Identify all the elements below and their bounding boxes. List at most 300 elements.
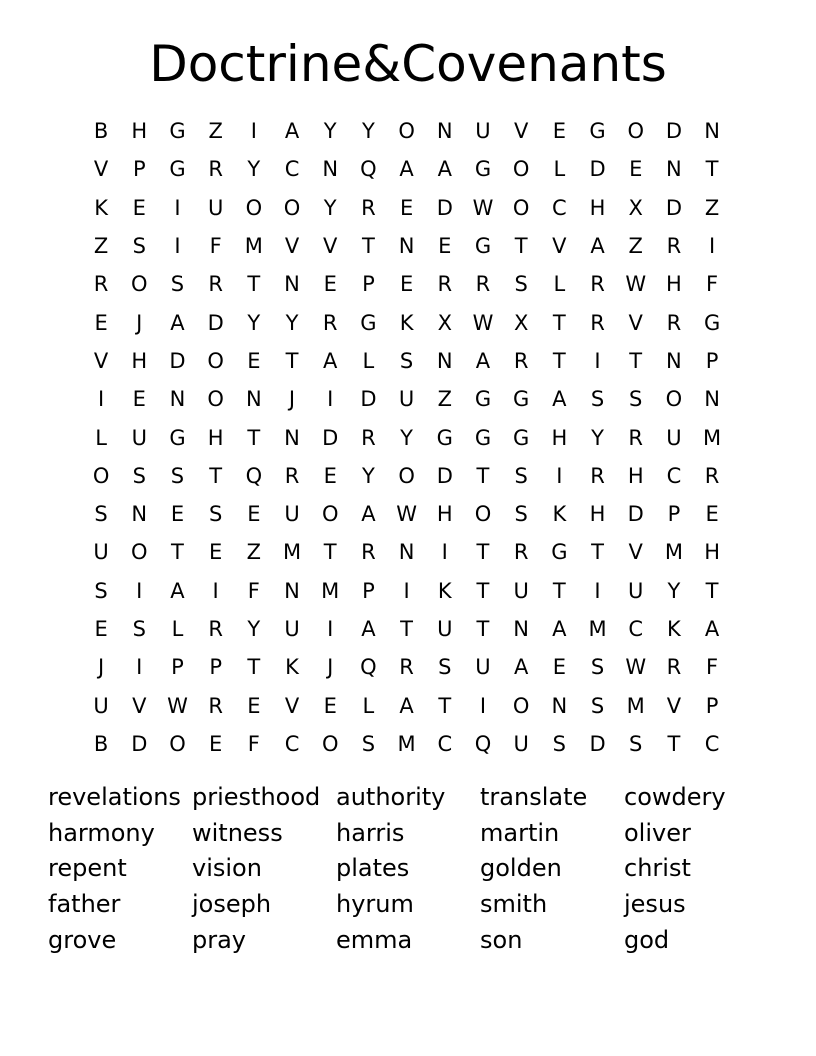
word-bank-item: smith	[480, 890, 548, 919]
grid-letter: S	[514, 463, 528, 488]
grid-letter: V	[323, 234, 338, 259]
grid-letter: N	[704, 119, 720, 144]
grid-letter: N	[245, 387, 262, 412]
grid-letter: E	[552, 119, 566, 144]
grid-letter: S	[361, 731, 376, 756]
grid-letter: K	[552, 502, 567, 527]
grid-letter: N	[666, 157, 682, 182]
grid-letter: T	[476, 617, 490, 641]
grid-letter: Z	[208, 119, 223, 144]
grid-letter: Y	[400, 425, 413, 450]
grid-letter: Z	[437, 387, 452, 412]
grid-letter: E	[247, 693, 261, 718]
grid-letter: G	[474, 387, 492, 412]
grid-letter: R	[590, 463, 605, 488]
grid-letter: S	[514, 502, 528, 527]
grid-letter: E	[94, 310, 108, 335]
grid-letter: I	[174, 195, 181, 220]
grid-letter: T	[247, 425, 261, 450]
grid-letter: V	[513, 119, 529, 144]
grid-letter: Z	[93, 234, 109, 259]
grid-letter: G	[360, 310, 377, 335]
grid-letter: D	[665, 119, 682, 144]
grid-letter: T	[285, 348, 299, 373]
grid-letter: S	[132, 463, 146, 488]
grid-letter: X	[437, 310, 452, 335]
grid-letter: S	[438, 655, 452, 680]
grid-letter: S	[399, 348, 414, 373]
grid-letter: O	[512, 195, 530, 220]
grid-letter: F	[706, 272, 719, 297]
grid-letter: I	[556, 463, 563, 488]
grid-letter: K	[94, 195, 108, 220]
grid-letter: O	[512, 693, 530, 718]
grid-letter: D	[169, 348, 186, 373]
grid-letter: Y	[247, 617, 261, 641]
grid-letter: W	[472, 310, 494, 335]
grid-letter: T	[171, 540, 184, 565]
grid-letter: N	[436, 119, 453, 144]
grid-letter: I	[594, 348, 601, 373]
grid-letter: V	[132, 693, 147, 718]
grid-letter: F	[247, 731, 260, 756]
grid-letter: V	[628, 540, 643, 565]
grid-letter: C	[284, 157, 300, 182]
grid-letter: G	[703, 310, 721, 335]
grid-letter: Z	[246, 540, 262, 565]
grid-letter: P	[362, 272, 375, 297]
grid-letter: A	[399, 693, 414, 718]
grid-letter: E	[438, 234, 452, 259]
grid-letter: G	[436, 425, 453, 450]
grid-letter: U	[284, 617, 300, 641]
word-bank-item: harris	[336, 818, 405, 847]
grid-letter: I	[327, 387, 334, 412]
grid-letter: R	[208, 157, 223, 182]
grid-letter: G	[513, 425, 530, 450]
grid-row	[82, 572, 732, 610]
grid-letter: R	[361, 195, 376, 220]
grid-letter: S	[94, 502, 108, 527]
grid-letter: T	[705, 157, 719, 182]
grid-letter: L	[362, 693, 375, 718]
grid-letter: R	[475, 272, 491, 297]
grid-letter: Q	[474, 731, 492, 756]
grid-letter: Q	[360, 655, 377, 680]
grid-letter: M	[703, 425, 722, 450]
grid-letter: R	[666, 234, 682, 259]
grid-row	[82, 725, 732, 763]
grid-letter: N	[513, 617, 530, 641]
grid-letter: T	[323, 540, 337, 565]
grid-letter: D	[627, 502, 644, 527]
grid-letter: O	[474, 502, 492, 527]
grid-letter: E	[132, 195, 146, 220]
grid-letter: O	[207, 348, 224, 373]
grid-letter: U	[628, 578, 644, 603]
grid-letter: I	[441, 540, 448, 565]
grid-letter: R	[437, 272, 453, 297]
grid-letter: H	[589, 195, 606, 220]
grid-letter: Y	[361, 463, 375, 488]
grid-letter: T	[476, 540, 490, 565]
grid-letter: O	[169, 731, 186, 756]
grid-letter: D	[322, 425, 339, 450]
grid-letter: T	[591, 540, 604, 565]
word-bank-item: vision	[192, 854, 262, 883]
grid-letter: D	[665, 195, 682, 220]
grid-row	[82, 648, 732, 686]
grid-letter: R	[590, 272, 605, 297]
grid-letter: I	[327, 617, 334, 641]
grid-letter: S	[629, 731, 643, 756]
grid-letter: U	[513, 731, 529, 756]
grid-letter: T	[552, 348, 566, 373]
grid-letter: V	[552, 234, 567, 259]
grid-letter: K	[285, 655, 299, 680]
grid-letter: W	[625, 272, 647, 297]
grid-letter: W	[167, 693, 188, 718]
grid-letter: P	[705, 693, 719, 718]
grid-letter: X	[513, 310, 529, 335]
grid-letter: C	[666, 463, 682, 488]
word-bank-item: translate	[480, 783, 588, 811]
grid-row	[82, 418, 732, 456]
grid-letter: C	[284, 731, 300, 756]
grid-letter: P	[209, 655, 222, 680]
grid-letter: S	[629, 387, 643, 412]
grid-letter: W	[625, 655, 647, 680]
grid-letter: N	[284, 578, 300, 603]
grid-letter: P	[362, 578, 375, 603]
word-bank-item: hyrum	[336, 890, 414, 919]
grid-letter: T	[476, 578, 490, 603]
grid-letter: E	[629, 157, 643, 182]
grid-letter: G	[169, 425, 186, 450]
grid-letter: T	[476, 463, 490, 488]
grid-letter: A	[590, 234, 605, 259]
grid-letter: M	[588, 617, 607, 641]
grid-letter: J	[97, 655, 105, 680]
grid-row	[82, 686, 732, 724]
grid-letter: M	[626, 693, 645, 718]
grid-letter: A	[399, 157, 414, 182]
grid-letter: G	[589, 119, 606, 144]
grid-letter: G	[513, 387, 530, 412]
grid-letter: R	[208, 617, 223, 641]
grid-letter: E	[132, 387, 146, 412]
word-bank-item: golden	[480, 854, 562, 883]
word-bank-item: pray	[192, 925, 247, 954]
grid-letter: W	[396, 502, 417, 527]
grid-letter: U	[93, 540, 109, 565]
grid-letter: N	[322, 157, 339, 182]
grid-letter: Y	[667, 578, 681, 603]
grid-row	[82, 265, 732, 303]
word-bank-item: revelations	[48, 783, 181, 811]
grid-letter: S	[170, 272, 185, 297]
grid-letter: H	[207, 425, 224, 450]
grid-letter: U	[284, 502, 300, 527]
grid-letter: B	[93, 119, 109, 144]
word-bank-item: jesus	[624, 890, 686, 919]
grid-letter: D	[589, 157, 606, 182]
grid-letter: A	[323, 348, 338, 373]
grid-letter: A	[552, 617, 567, 641]
grid-row	[82, 342, 732, 380]
grid-letter: A	[704, 617, 720, 641]
grid-letter: I	[708, 234, 716, 259]
grid-letter: J	[327, 655, 334, 680]
grid-letter: J	[288, 387, 296, 412]
grid-letter: A	[552, 387, 567, 412]
grid-letter: S	[170, 463, 185, 488]
grid-letter: K	[667, 617, 681, 641]
grid-letter: E	[94, 617, 108, 641]
grid-letter: R	[322, 310, 338, 335]
grid-letter: G	[551, 540, 568, 565]
grid-letter: O	[398, 463, 415, 488]
grid-letter: Y	[247, 157, 261, 182]
grid-letter: U	[131, 425, 147, 450]
grid-letter: S	[208, 502, 223, 527]
grid-letter: D	[131, 731, 148, 756]
grid-letter: G	[169, 119, 186, 144]
grid-letter: D	[207, 310, 224, 335]
grid-letter: I	[594, 578, 601, 603]
grid-letter: F	[209, 234, 222, 259]
grid-letter: L	[553, 272, 566, 297]
grid-letter: H	[436, 502, 453, 527]
grid-letter: E	[247, 348, 261, 373]
grid-letter: Z	[628, 234, 643, 259]
grid-letter: O	[92, 463, 110, 488]
grid-letter: S	[590, 387, 605, 412]
grid-letter: O	[512, 157, 530, 182]
word-bank	[48, 780, 768, 959]
grid-letter: G	[474, 157, 492, 182]
grid-letter: Y	[323, 195, 337, 220]
grid-row	[82, 112, 732, 150]
grid-letter: V	[666, 693, 682, 718]
grid-letter: H	[589, 502, 606, 527]
grid-letter: R	[284, 463, 300, 488]
grid-letter: A	[170, 578, 185, 603]
grid-letter: L	[95, 425, 107, 450]
grid-letter: I	[479, 693, 487, 718]
grid-letter: T	[552, 310, 566, 335]
grid-letter: M	[397, 731, 416, 756]
grid-row	[82, 380, 732, 418]
word-bank-item: father	[48, 890, 121, 919]
grid-letter: R	[666, 655, 682, 680]
grid-letter: R	[590, 310, 605, 335]
grid-letter: E	[323, 693, 337, 718]
grid-letter: W	[472, 195, 494, 220]
grid-letter: Y	[247, 310, 261, 335]
grid-letter: U	[666, 425, 682, 450]
grid-letter: E	[323, 272, 337, 297]
grid-letter: A	[361, 502, 376, 527]
grid-letter: E	[247, 502, 261, 527]
grid-letter: R	[666, 310, 682, 335]
grid-letter: I	[174, 234, 181, 259]
grid-letter: R	[361, 540, 376, 565]
grid-letter: R	[208, 693, 223, 718]
grid-letter: H	[666, 272, 682, 297]
grid-letter: S	[590, 655, 605, 680]
grid-letter: B	[93, 731, 109, 756]
grid-letter: C	[704, 731, 720, 756]
word-bank-item: repent	[48, 854, 127, 883]
grid-letter: E	[323, 463, 337, 488]
grid-letter: N	[284, 272, 300, 297]
grid-row	[82, 227, 732, 265]
word-bank-item: joseph	[192, 890, 272, 919]
grid-letter: N	[436, 348, 453, 373]
word-bank-item: grove	[48, 925, 117, 954]
grid-letter: I	[136, 578, 143, 603]
grid-letter: U	[475, 119, 491, 144]
grid-letter: Q	[245, 463, 263, 488]
grid-row	[82, 495, 732, 533]
grid-letter: D	[360, 387, 377, 412]
grid-letter: Y	[591, 425, 604, 450]
grid-letter: K	[399, 310, 414, 335]
grid-letter: M	[321, 578, 340, 603]
grid-letter: O	[207, 387, 224, 412]
grid-letter: S	[590, 693, 605, 718]
grid-letter: Y	[323, 119, 337, 144]
grid-letter: O	[131, 272, 148, 297]
grid-letter: G	[169, 157, 186, 182]
grid-letter: P	[705, 348, 719, 373]
grid-letter: H	[551, 425, 568, 450]
grid-letter: G	[474, 425, 492, 450]
grid-letter: E	[705, 502, 719, 527]
grid-letter: H	[131, 348, 148, 373]
grid-letter: A	[437, 157, 452, 182]
grid-letter: C	[552, 195, 567, 220]
word-bank-item: authority	[336, 783, 446, 811]
grid-letter: M	[244, 234, 263, 259]
grid-letter: R	[704, 463, 720, 488]
grid-letter: T	[400, 617, 413, 641]
grid-letter: H	[627, 463, 644, 488]
grid-letter: N	[704, 387, 720, 412]
grid-letter: I	[212, 578, 219, 603]
word-bank-item: emma	[336, 925, 413, 954]
grid-letter: C	[628, 617, 644, 641]
grid-letter: N	[169, 387, 186, 412]
grid-letter: V	[628, 310, 643, 335]
grid-letter: U	[93, 693, 109, 718]
grid-letter: Y	[285, 310, 299, 335]
word-bank-item: witness	[192, 818, 283, 847]
grid-letter: J	[136, 310, 143, 335]
grid-letter: C	[437, 731, 453, 756]
grid-letter: T	[629, 348, 643, 373]
grid-letter: E	[209, 731, 223, 756]
grid-letter: L	[171, 617, 184, 641]
grid-letter: A	[361, 617, 376, 641]
grid-letter: R	[628, 425, 644, 450]
grid-letter: S	[94, 578, 108, 603]
grid-letter: E	[170, 502, 185, 527]
word-bank-item: oliver	[624, 818, 691, 847]
grid-letter: I	[250, 119, 257, 144]
grid-row	[82, 610, 732, 648]
grid-letter: R	[93, 272, 109, 297]
grid-letter: M	[664, 540, 683, 565]
grid-letter: S	[552, 731, 567, 756]
grid-letter: S	[132, 617, 146, 641]
page-title: Doctrine&Covenants	[149, 35, 667, 93]
grid-letter: A	[170, 310, 185, 335]
grid-letter: E	[209, 540, 223, 565]
grid-letter: S	[132, 234, 146, 259]
grid-letter: R	[208, 272, 223, 297]
grid-letter: P	[667, 502, 681, 527]
grid-letter: R	[513, 540, 529, 565]
grid-letter: N	[398, 234, 415, 259]
grid-letter: P	[171, 655, 184, 680]
grid-letter: T	[552, 578, 566, 603]
grid-row	[82, 457, 732, 495]
grid-letter: Z	[704, 195, 720, 220]
word-bank-item: christ	[624, 854, 691, 883]
grid-letter: Q	[360, 157, 377, 182]
grid-letter: H	[704, 540, 720, 565]
grid-letter: P	[132, 157, 146, 182]
grid-letter: V	[93, 157, 109, 182]
word-bank-item: priesthood	[192, 783, 321, 811]
grid-letter: F	[247, 578, 260, 603]
grid-letter: A	[513, 655, 529, 680]
grid-letter: O	[321, 502, 339, 527]
grid-letter: N	[284, 425, 300, 450]
grid-letter: T	[361, 234, 375, 259]
grid-letter: T	[247, 655, 261, 680]
grid-letter: O	[398, 119, 415, 144]
grid-letter: E	[399, 272, 414, 297]
grid-letter: O	[283, 195, 301, 220]
grid-letter: A	[284, 119, 300, 144]
grid-letter: K	[437, 578, 452, 603]
word-bank-item: cowdery	[624, 783, 726, 811]
grid-letter: O	[321, 731, 339, 756]
grid-letter: U	[207, 195, 224, 220]
grid-letter: I	[136, 655, 143, 680]
word-bank-item: plates	[336, 854, 410, 883]
grid-letter: U	[398, 387, 415, 412]
grid-letter: N	[131, 502, 148, 527]
grid-letter: L	[553, 157, 566, 182]
grid-row	[82, 533, 732, 571]
grid-letter: N	[551, 693, 568, 718]
grid-letter: I	[403, 578, 410, 603]
grid-row	[82, 150, 732, 188]
grid-letter: F	[706, 655, 719, 680]
grid-letter: O	[627, 119, 644, 144]
grid-letter: T	[514, 234, 528, 259]
grid-letter: G	[474, 234, 492, 259]
word-bank-item: god	[624, 925, 670, 954]
grid-letter: O	[245, 195, 263, 220]
grid-letter: T	[705, 578, 719, 603]
grid-letter: T	[438, 693, 452, 718]
grid-letter: V	[284, 693, 300, 718]
